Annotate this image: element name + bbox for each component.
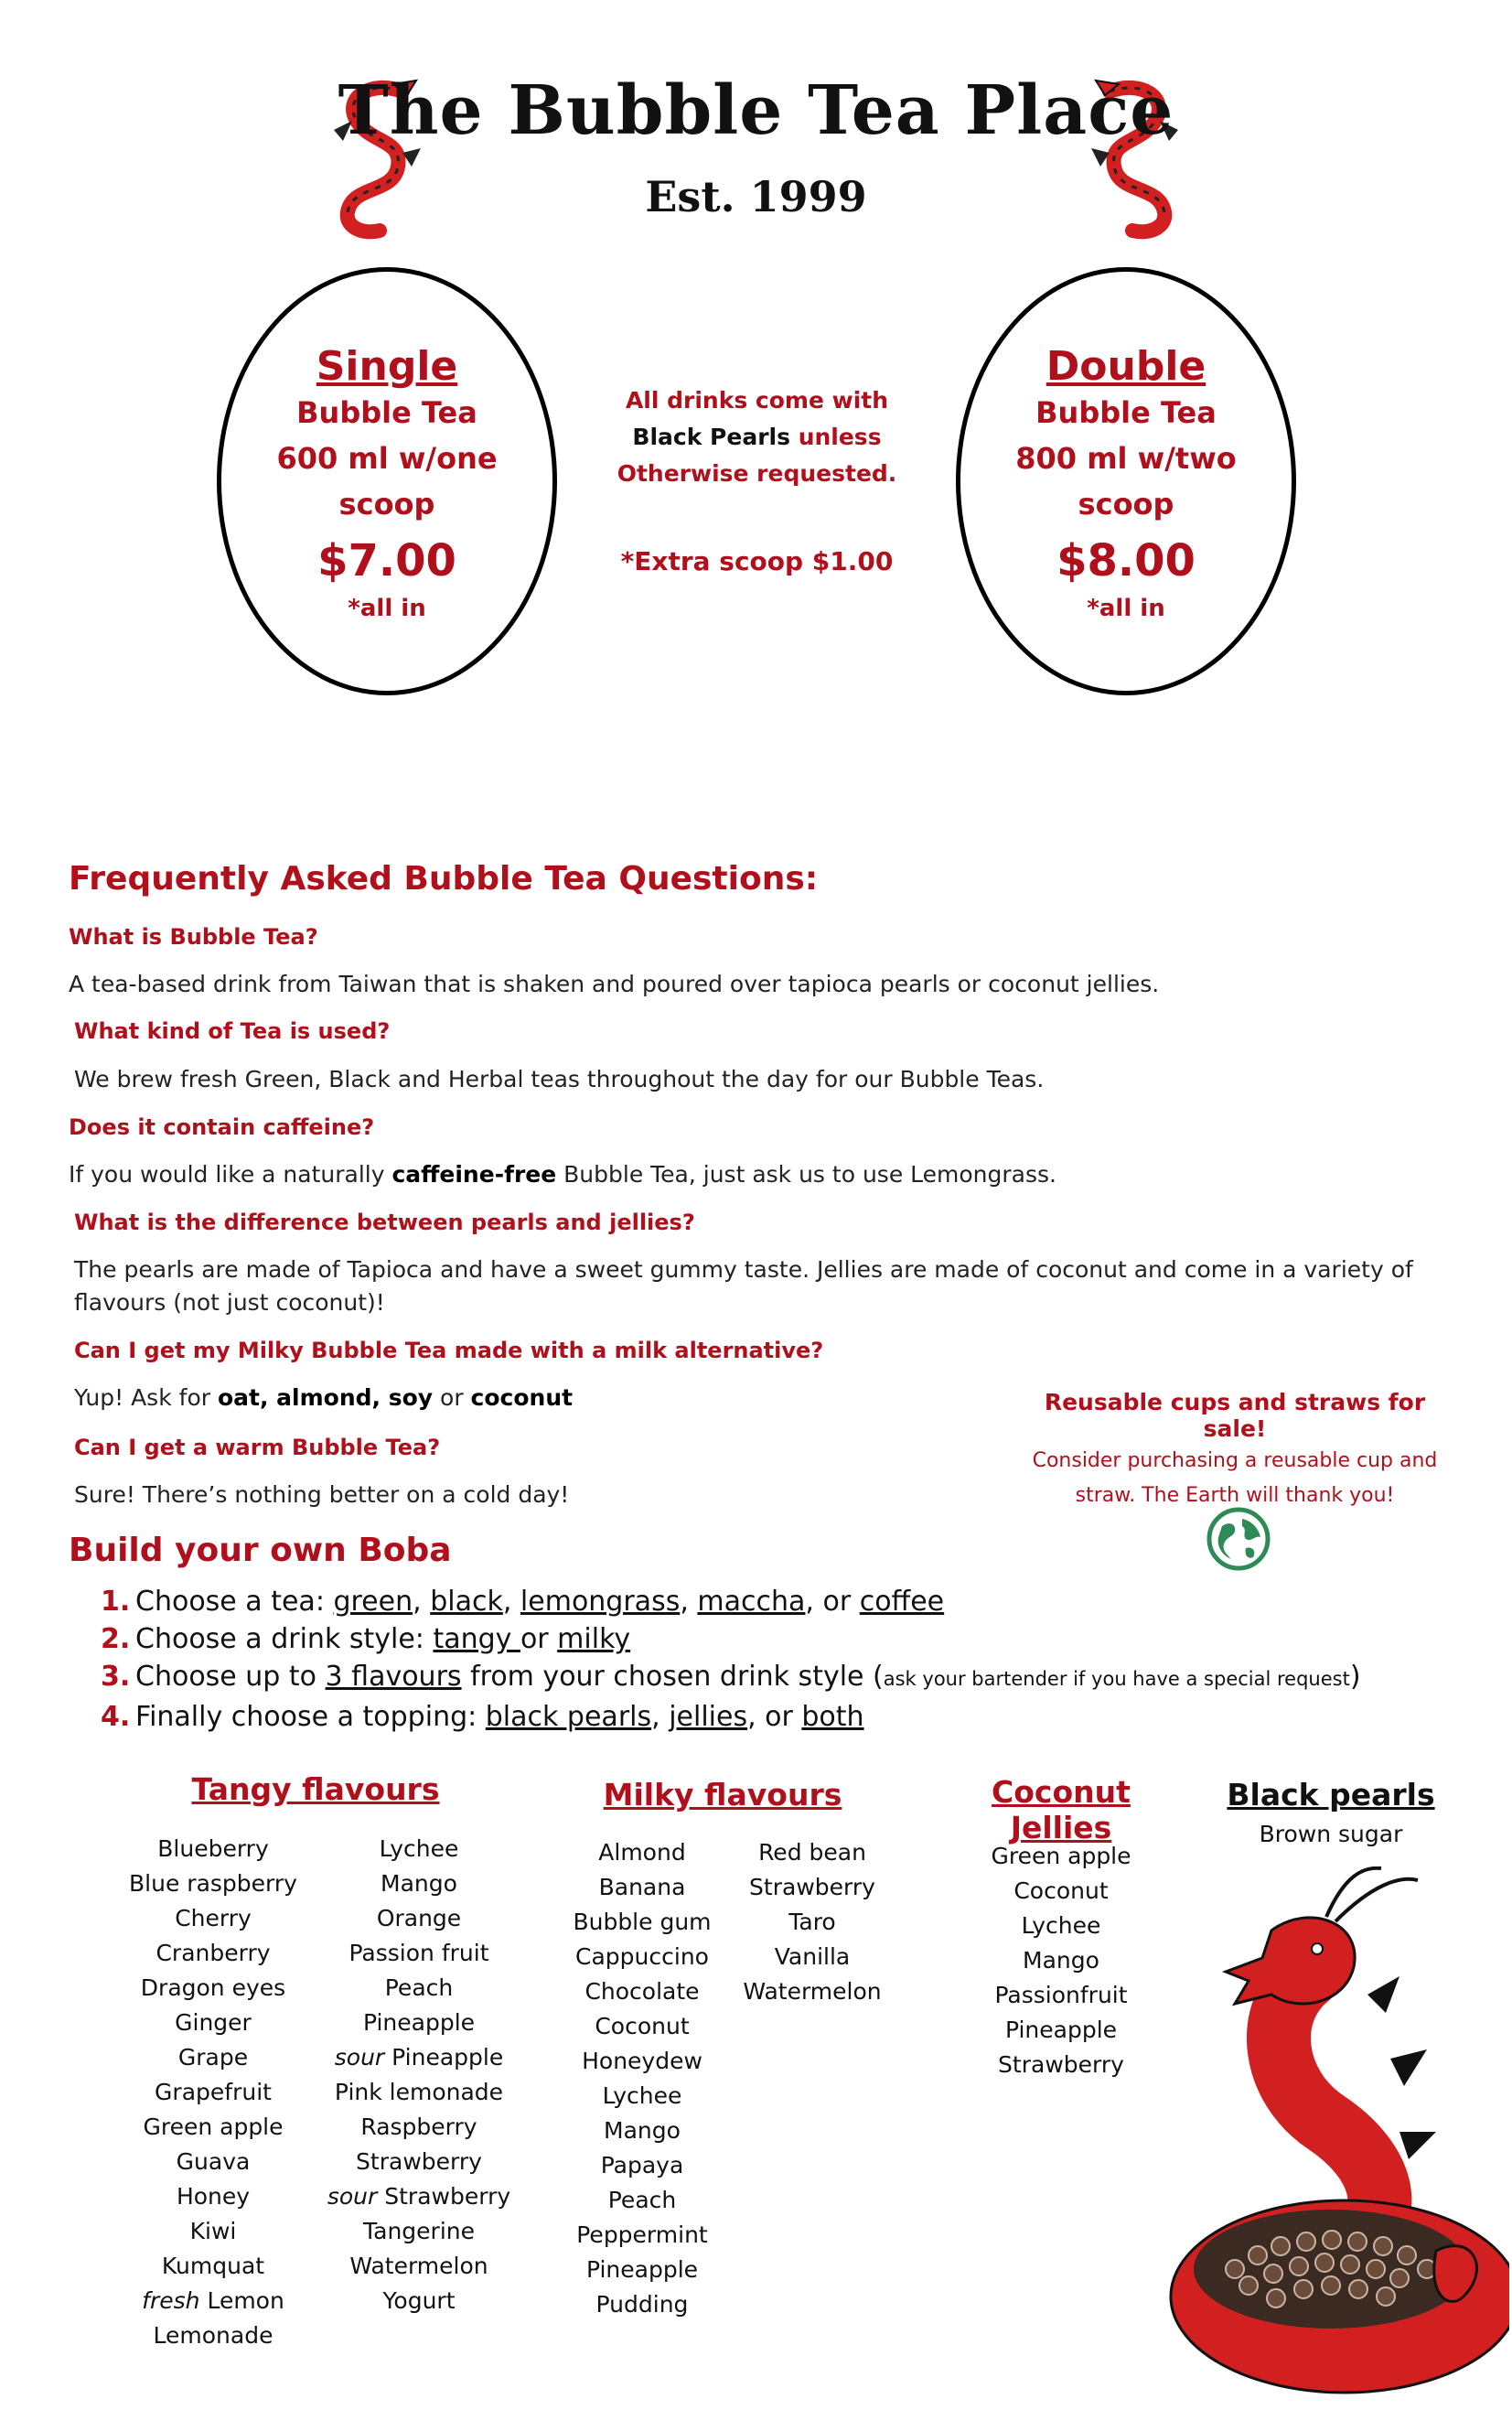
note-line: unless — [789, 424, 882, 450]
size-name: Double — [1046, 343, 1206, 390]
step-text: Choose a tea: — [135, 1586, 334, 1618]
flavour-item: Taro — [788, 1909, 836, 1935]
established-year: Est. 1999 — [645, 172, 867, 221]
answer-text: or — [433, 1384, 471, 1411]
faq-question: Can I get a warm Bubble Tea? — [74, 1435, 441, 1460]
step-note: ask your bartender if you have a special request — [883, 1668, 1350, 1690]
build-steps — [101, 1583, 1361, 1736]
style-option: milky — [557, 1623, 631, 1655]
note-line: Otherwise requested. — [617, 460, 897, 487]
note-line: All drinks come with — [625, 387, 889, 414]
topping-option: jellies — [669, 1701, 748, 1733]
flavour-item: Mango — [381, 1870, 457, 1897]
build-step — [101, 1620, 1361, 1658]
size-name: Single — [316, 343, 458, 390]
flavour-item: sour Pineapple — [334, 2044, 504, 2071]
flavour-item: Passion fruit — [349, 1940, 489, 1966]
faq-answer: Sure! There’s nothing better on a cold day! — [74, 1481, 570, 1508]
flavour-item: Kumquat — [161, 2253, 265, 2279]
pearls-sub — [1226, 1817, 1436, 1852]
flavour-item: Banana — [598, 1874, 686, 1900]
tea-option: maccha — [697, 1586, 806, 1618]
pearls-flavour: Brown sugar — [1259, 1821, 1403, 1847]
price: $7.00 — [317, 535, 456, 586]
reusable-text: Consider purchasing a reusable cup and — [1032, 1449, 1438, 1472]
answer-text: Yup! Ask for — [74, 1384, 218, 1411]
flavour-item: Watermelon — [743, 1978, 882, 2005]
faq-answer — [74, 1382, 573, 1414]
flavour-item: Bubble gum — [573, 1909, 712, 1935]
faq-answer — [69, 1158, 1056, 1191]
tea-option: coffee — [859, 1586, 945, 1618]
flavour-item: Guava — [176, 2148, 251, 2175]
flavour-item: Lychee — [379, 1835, 459, 1862]
jellies-heading: Coconut Jellies — [992, 1774, 1131, 1845]
answer-text: Bubble Tea, just ask us to use Lemongrass. — [556, 1161, 1056, 1188]
flavour-item: Pineapple — [362, 2009, 476, 2036]
topping-option: both — [801, 1701, 864, 1733]
step-text: Finally choose a topping: — [135, 1701, 486, 1733]
tea-option: green — [333, 1586, 413, 1618]
tangy-heading: Tangy flavours — [191, 1771, 440, 1807]
faq-question: What is Bubble Tea? — [69, 924, 318, 950]
flavour-item: Strawberry — [998, 2051, 1124, 2078]
flavour-item: Pudding — [595, 2291, 689, 2318]
tea-option: black — [430, 1586, 503, 1618]
flavour-item: Mango — [1023, 1947, 1099, 1974]
flavour-item: Vanilla — [774, 1943, 851, 1970]
dragon-pearls-illustration — [1125, 1866, 1509, 2406]
flavour-item: Cranberry — [155, 1940, 271, 1966]
step-text: , or — [747, 1701, 802, 1733]
step-text: Choose a drink style: — [135, 1623, 434, 1655]
flavour-item: Blue raspberry — [129, 1870, 297, 1897]
price-note: *all in — [348, 595, 426, 622]
answer-text: If you would like a naturally — [69, 1161, 392, 1188]
answer-bold: coconut — [470, 1384, 574, 1411]
flavour-item: Red bean — [758, 1839, 866, 1866]
faq-heading: Frequently Asked Bubble Tea Questions: — [69, 860, 819, 898]
flavour-item: Almond — [598, 1839, 686, 1866]
step-text: ) — [1349, 1661, 1361, 1693]
note-black-pearls: Black Pearls — [632, 424, 790, 450]
single-size-card — [217, 267, 557, 695]
step-text: from your chosen drink style ( — [461, 1661, 884, 1693]
flavour-item: Cappuccino — [575, 1943, 709, 1970]
flavour-item: Tangerine — [363, 2218, 475, 2244]
flavour-item: Grapefruit — [155, 2079, 272, 2105]
answer-bold: caffeine-free — [391, 1161, 557, 1188]
price-note: *all in — [1087, 595, 1165, 622]
flavour-item: Coconut — [1013, 1877, 1109, 1904]
flavour-item: Pineapple — [1004, 2017, 1118, 2043]
flavour-item: Dragon eyes — [140, 1974, 286, 2001]
volume-text-cont: scoop — [338, 487, 435, 522]
flavour-item: Strawberry — [356, 2148, 482, 2175]
flavour-item: Lemonade — [153, 2322, 273, 2349]
faq-answer: A tea-based drink from Taiwan that is shaken and poured over tapioca pearls or coconut jellies. — [69, 971, 1160, 997]
flavour-item: Peppermint — [576, 2221, 708, 2248]
pearls-note — [599, 382, 915, 580]
flavour-item: Passionfruit — [994, 1982, 1128, 2008]
step-text: , or — [805, 1586, 860, 1618]
style-option: tangy — [433, 1623, 520, 1655]
faq-answer: We brew fresh Green, Black and Herbal teas throughout the day for our Bubble Teas. — [74, 1066, 1045, 1092]
reusable-cups-note — [1024, 1389, 1445, 1511]
flavour-item: Watermelon — [349, 2253, 488, 2279]
flavour-item: Lychee — [1021, 1912, 1101, 1939]
flavour-item: Kiwi — [189, 2218, 237, 2244]
flavour-item: Green apple — [991, 1843, 1131, 1869]
double-size-card — [956, 267, 1296, 695]
flavour-item: Mango — [604, 2117, 681, 2144]
build-step — [101, 1658, 1361, 1698]
flavour-item: sour Strawberry — [327, 2183, 511, 2210]
step-number: 3. — [101, 1661, 131, 1693]
flavour-item: Papaya — [600, 2152, 684, 2178]
build-step: 1. Choose a tea: green, black, lemongrass, maccha, or coffee — [101, 1583, 1361, 1620]
flavour-item: Peach — [607, 2187, 677, 2213]
volume-text-cont: scoop — [1078, 487, 1174, 522]
flavour-item: Lychee — [602, 2082, 682, 2109]
milky-heading: Milky flavours — [603, 1777, 842, 1812]
faq-question: Does it contain caffeine? — [69, 1114, 375, 1140]
flavour-item: Raspberry — [360, 2114, 477, 2140]
faq-answer: The pearls are made of Tapioca and have a sweet gummy taste. Jellies are made of coconut and come in a variety of flavours (not just coconut)! — [74, 1256, 1413, 1316]
flavour-item: Honey — [176, 2183, 251, 2210]
flavour-item: Grape — [177, 2044, 249, 2071]
pearls-heading: Black pearls — [1227, 1777, 1435, 1812]
flavour-item: Pineapple — [585, 2256, 699, 2283]
step-text: or — [520, 1623, 558, 1655]
step-number: 4. — [101, 1701, 131, 1733]
flavour-count: 3 flavours — [325, 1661, 462, 1693]
flavour-item: Yogurt — [382, 2287, 456, 2314]
flavour-item: Blueberry — [157, 1835, 269, 1862]
tea-option: lemongrass — [520, 1586, 681, 1618]
step-number: 2. — [101, 1623, 131, 1655]
volume-text: 800 ml w/two — [1015, 441, 1237, 476]
reusable-title: Reusable cups and straws for sale! — [1044, 1389, 1426, 1442]
flavour-item: fresh Lemon — [142, 2287, 284, 2314]
flavour-item: Honeydew — [582, 2048, 702, 2074]
build-heading: Build your own Boba — [69, 1532, 452, 1569]
faq-question: What kind of Tea is used? — [74, 1018, 391, 1044]
flavour-item: Pink lemonade — [334, 2079, 504, 2105]
flavour-item: Ginger — [175, 2009, 252, 2036]
flavour-item: Orange — [376, 1905, 462, 1931]
drink-name: Bubble Tea — [296, 395, 477, 430]
drink-name: Bubble Tea — [1035, 395, 1217, 430]
step-number: 1. — [101, 1586, 131, 1618]
flavour-item: Green apple — [143, 2114, 284, 2140]
flavour-item: Coconut — [595, 2013, 690, 2039]
extra-scoop-price: *Extra scoop $1.00 — [620, 546, 894, 576]
flavour-item: Strawberry — [749, 1874, 875, 1900]
step-text: Choose up to — [135, 1661, 326, 1693]
page-title: The Bubble Tea Place — [338, 71, 1174, 150]
flavour-item: Chocolate — [584, 1978, 700, 2005]
flavour-item: Cherry — [175, 1905, 252, 1931]
reusable-text: straw. The Earth will thank you! — [1075, 1484, 1395, 1507]
price: $8.00 — [1056, 535, 1196, 586]
milky-list-2 — [712, 1835, 913, 2009]
faq-question: Can I get my Milky Bubble Tea made with a milk alternative? — [74, 1338, 824, 1363]
flavour-item: Peach — [384, 1974, 454, 2001]
faq-question: What is the difference between pearls and jellies? — [74, 1210, 695, 1235]
answer-bold: oat, almond, soy — [217, 1384, 434, 1411]
tangy-list-2 — [314, 1832, 524, 2318]
globe-icon — [1206, 1506, 1271, 1572]
tangy-list-1 — [108, 1832, 318, 2353]
volume-text: 600 ml w/one — [276, 441, 498, 476]
build-step: 4. Finally choose a topping: black pearls, jellies, or both — [101, 1698, 1361, 1736]
topping-option: black pearls — [485, 1701, 652, 1733]
